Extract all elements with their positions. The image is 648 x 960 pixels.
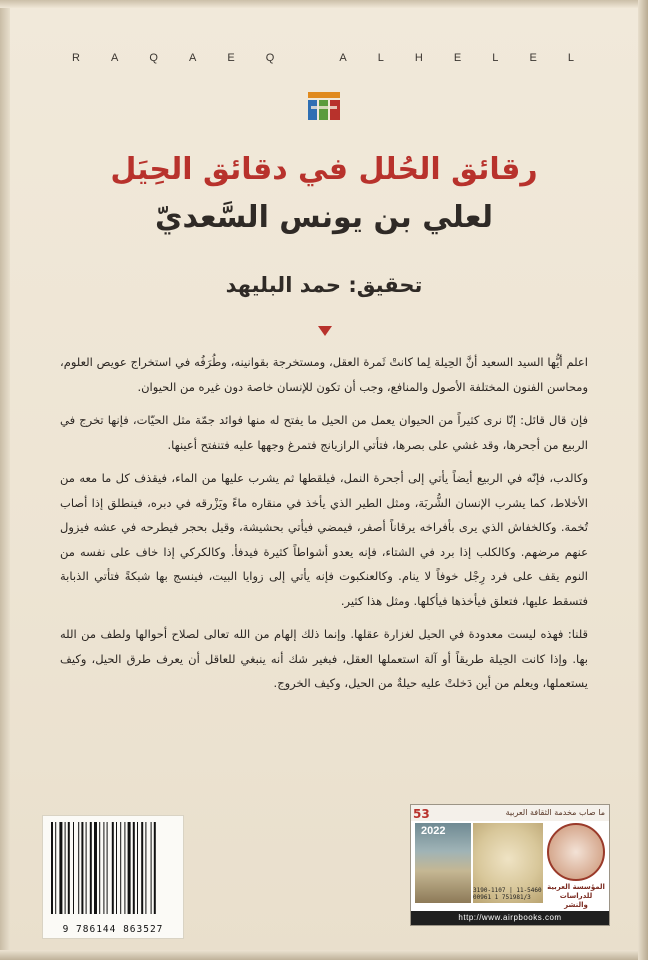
publisher-seal-icon <box>547 823 605 881</box>
series-letter: Q <box>265 52 277 64</box>
cover-top-edge <box>0 0 648 8</box>
series-letter: A <box>188 52 199 64</box>
series-label <box>72 52 576 64</box>
blurb-text <box>60 350 588 705</box>
series-letter: E <box>453 52 464 64</box>
series-letter: Q <box>149 52 160 64</box>
series-letter: A <box>339 52 349 64</box>
series-letter: A <box>110 52 121 64</box>
sticker-photo <box>415 823 471 903</box>
book-author: لعلي بن يونس السَّعديّ <box>155 200 493 235</box>
series-letter: R <box>72 52 82 64</box>
series-letter: L <box>492 52 501 64</box>
blurb-paragraph: اعلم أيُّها السيد السعيد أنَّ الحِيلة لِما كانتْ ثَمرة العقل، ومستخرجة بقوانينه، وطُرَفُه في استخراج عويص العلوم، ومحاسن الفنون المختلفة الأصول والمنافع، وجب أن تكون للإنسان خاصة دون غيره من الحيوان. <box>60 355 588 394</box>
barcode-icon <box>49 822 177 918</box>
series-letter: H <box>414 52 425 64</box>
book-title: رقائق الحُلل في دقائق الحِيَل <box>110 152 538 187</box>
sticker-count: 53 <box>413 807 430 821</box>
sticker-website: http://www.airpbooks.com <box>411 911 609 925</box>
series-letter: E <box>227 52 237 64</box>
sticker-header-text: ما صاب مخدمة الثقافة العربية <box>505 808 605 817</box>
series-letter: L <box>567 52 576 64</box>
series-letter: L <box>377 52 386 64</box>
isbn-barcode <box>42 815 184 939</box>
book-fair-sticker <box>410 804 610 926</box>
series-gap <box>305 52 310 64</box>
sticker-year: 2022 <box>421 825 446 837</box>
sticker-phones: 3190-1107 | 11-5460 00961 1 751981/3 <box>473 887 542 901</box>
triangle-marker-icon <box>318 326 332 336</box>
sticker-org: المؤسسة العربية للدراسات والنشر <box>547 883 605 909</box>
blurb-paragraph: قلنا: فهذه ليست معدودة في الحيل لغزارة عقلها. وإنما ذلك إلهام من الله تعالى لصلاح أحوالها ولطف من الله بها. وإذا كانت الحِيلة طريقاً أو آلة استعملها العقل، فبغير شك أنه ينبغي للعاقل أن يعرف طرق الحيل، وكيف يستعملها، ويعلم من أين دَخلتْ عليه حيلةٌ من الحيل، وكيف الخروج. <box>60 627 588 690</box>
sticker-header <box>411 805 609 821</box>
book-editor: تحقيق: حمد البليهد <box>225 273 423 297</box>
series-letter: E <box>529 52 539 64</box>
turath-publisher-logo-icon <box>308 92 340 120</box>
blurb-paragraph: فإن قال قائل: إنّا نرى كثيراً من الحيوان يعمل من الحيل ما يفتح له منها فوائد جمّة مثل الحيّات، فإنها تخرج في الربيع من أجحرها، وقد غشي على بصرها، فتأتي الرازيانج فتمرغ وجهها عليه فتنفتح أعينها. <box>60 413 588 452</box>
cover-bottom-edge <box>0 950 648 960</box>
isbn-number: 9 786144 863527 <box>62 924 164 935</box>
blurb-paragraph: وكالدب، فإنّه في الربيع أيضاً يأتي إلى أجحرة النمل، فيلقطها ثم يشرب عليها من الماء، فيقذف كل ما معه من الأخلاط، كما يشرب الإنسان الشُّربَة، ومثل الطير الذي يأخذ في منقاره ماءً ويَزْرقه في دبره، فينطلق إذا أصاب تُخمة. وكالخفاش الذي يرى بأفراخه يرقاناً أصفر، فيمضي فيأتي بحشيشة، وقيل بحجر فيطرحه في عشه فيزول عنهم مرضهم. وكالكلب إذا برد في الشتاء، فإنه يعدو أشواطاً كثيرة فيدفأ. وكالكركي إذا خاف على نفسه من النوم يقف على فرد رِجْل خوفاً لا ينام. وكالعنكبوت فإنه يأتي إلى زوايا البيت، فينسج بها شبكةً فتأتي الذبابة فتسقط عليها، فتعلق فيأخذها فيأكلها. ومثل هذا كثير. <box>60 471 588 608</box>
